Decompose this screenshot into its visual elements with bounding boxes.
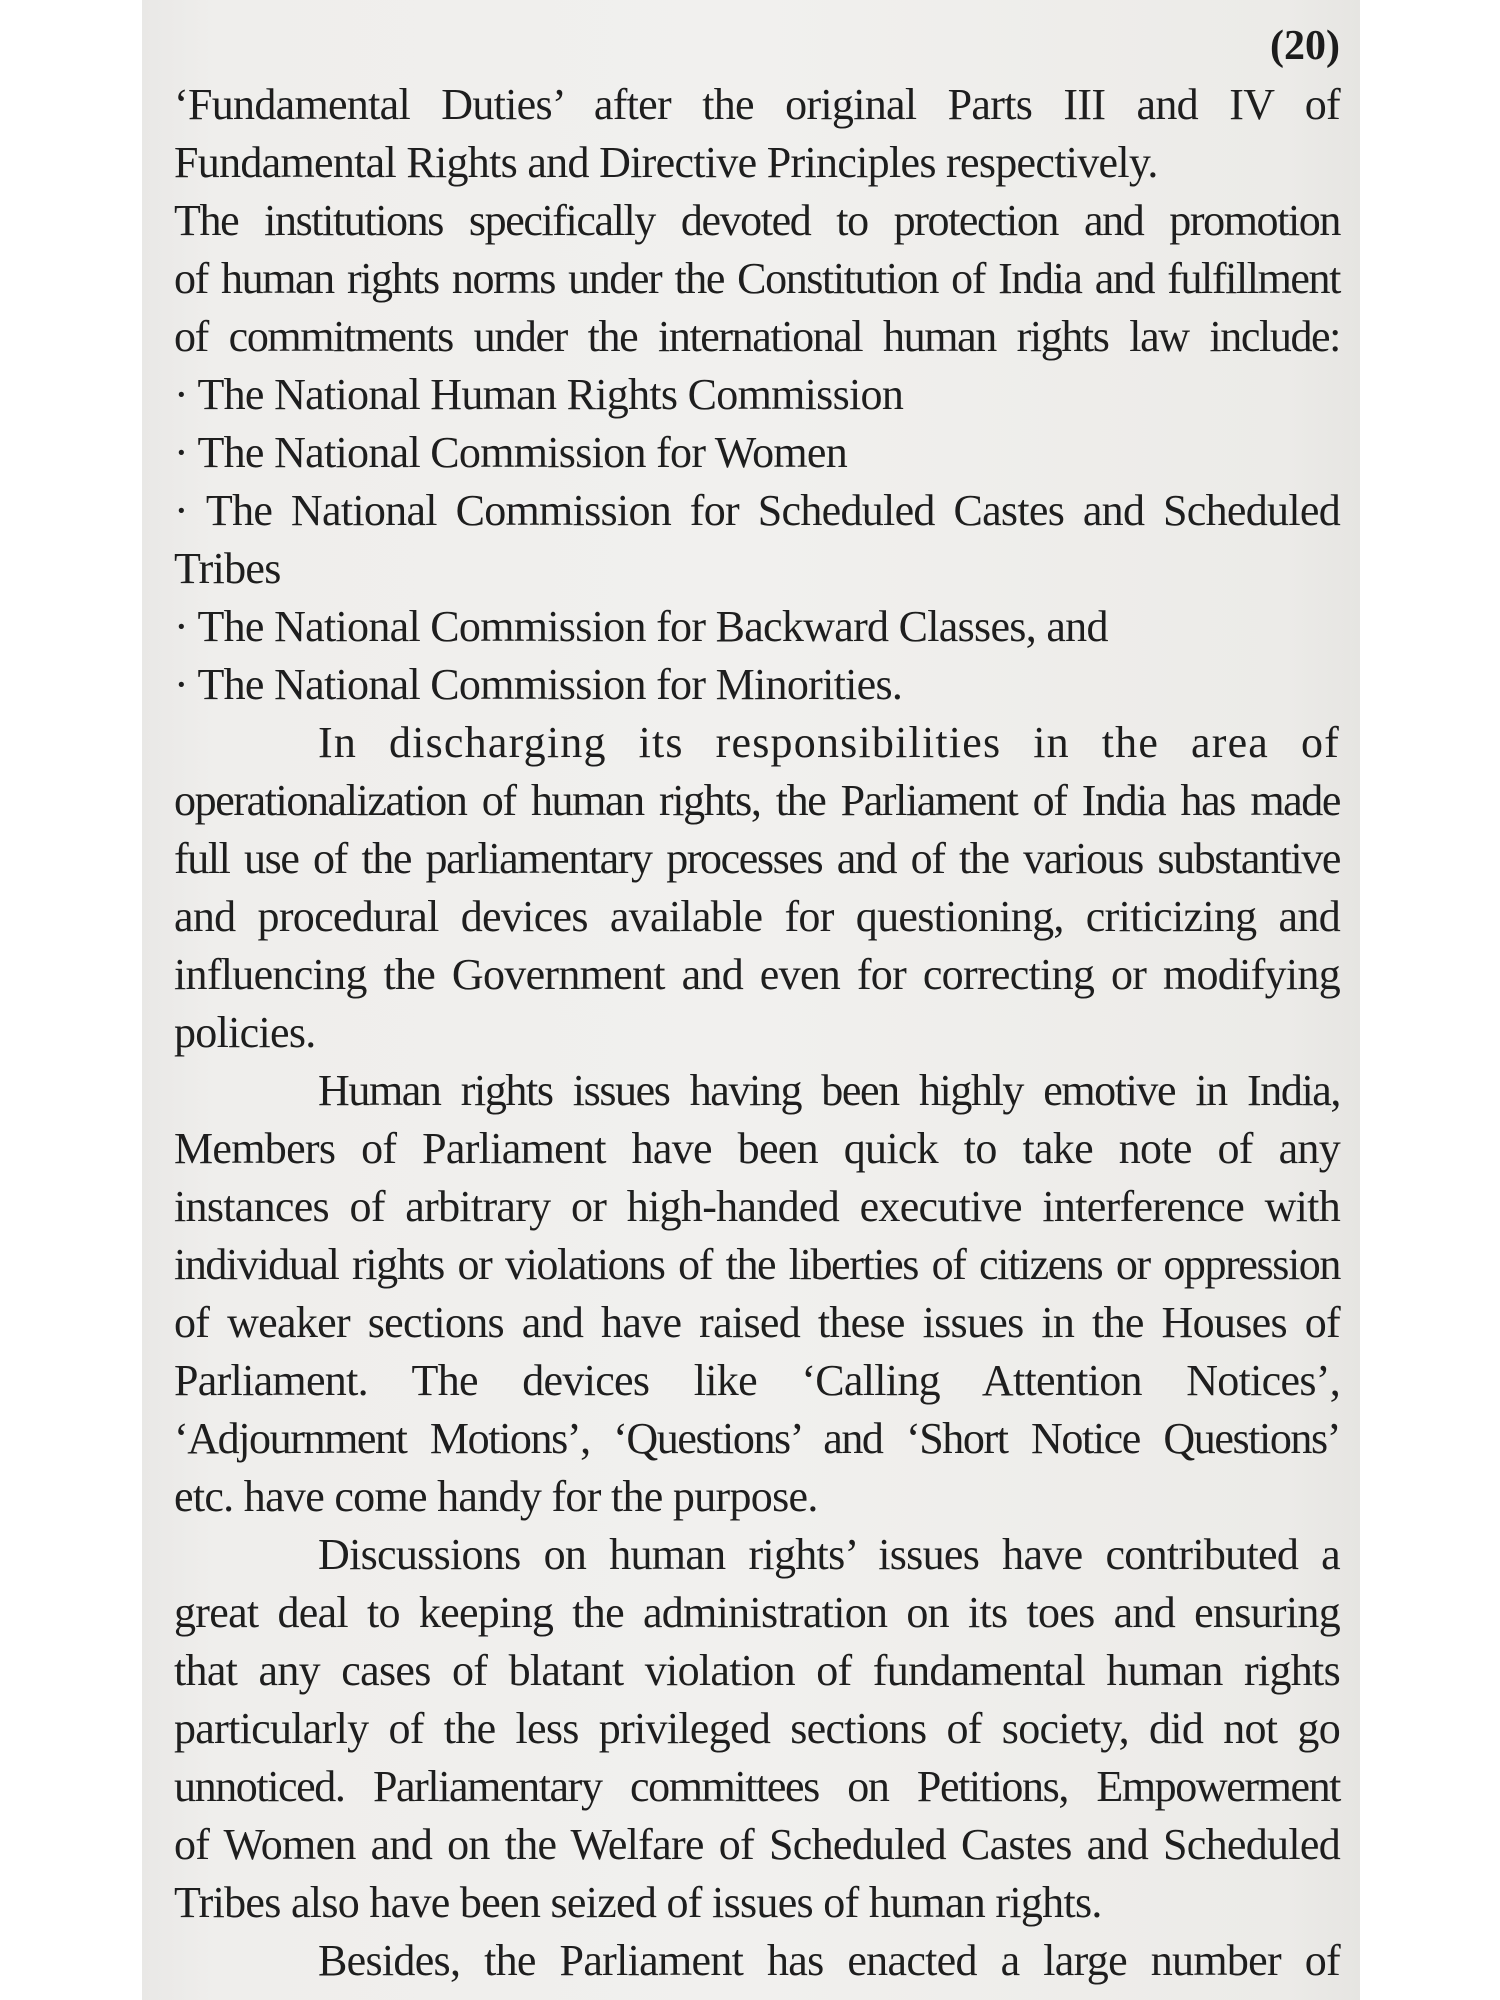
- text-line: of human rights norms under the Constitution of India and fulfillment: [174, 254, 1340, 303]
- body-text: [174, 76, 1340, 1990]
- text-line: Members of Parliament have been quick to take note of any: [174, 1124, 1340, 1173]
- text-line: ‘Fundamental Duties’ after the original Parts III and IV of: [174, 80, 1340, 129]
- list-item: · The National Commission for Minorities.: [174, 660, 903, 709]
- text-line: Fundamental Rights and Directive Principles respectively.: [174, 138, 1158, 187]
- text-line: particularly of the less privileged sections of society, did not go: [174, 1704, 1340, 1753]
- text-line: Parliament. The devices like ‘Calling Attention Notices’,: [174, 1356, 1340, 1405]
- list-item: · The National Human Rights Commission: [174, 370, 904, 419]
- list-item: · The National Commission for Women: [174, 428, 848, 477]
- text-line: instances of arbitrary or high-handed executive interference with: [174, 1182, 1340, 1231]
- text-line: great deal to keeping the administration on its toes and ensuring: [174, 1588, 1340, 1637]
- text-line: etc. have come handy for the purpose.: [174, 1472, 818, 1521]
- text-line: of commitments under the international human rights law include:: [174, 312, 1340, 361]
- list-item: · The National Commission for Scheduled Castes and Scheduled: [174, 486, 1340, 535]
- list-item: · The National Commission for Backward Classes, and: [174, 602, 1108, 651]
- text-line: policies.: [174, 1008, 316, 1057]
- text-line: operationalization of human rights, the Parliament of India has made: [174, 776, 1340, 825]
- paragraph-first-line: Besides, the Parliament has enacted a large number of: [318, 1936, 1340, 1985]
- text-line: The institutions specifically devoted to protection and promotion: [174, 196, 1340, 245]
- paragraph-first-line: Human rights issues having been highly emotive in India,: [318, 1066, 1340, 1115]
- text-line: of Women and on the Welfare of Scheduled Castes and Scheduled: [174, 1820, 1340, 1869]
- scanned-page: [142, 0, 1360, 2000]
- text-line: of weaker sections and have raised these issues in the Houses of: [174, 1298, 1340, 1347]
- text-line: unnoticed. Parliamentary committees on Petitions, Empowerment: [174, 1762, 1340, 1811]
- text-line: Tribes: [174, 544, 281, 593]
- text-line: individual rights or violations of the liberties of citizens or oppression: [174, 1240, 1340, 1289]
- text-line: Tribes also have been seized of issues of human rights.: [174, 1878, 1102, 1927]
- paragraph-first-line: Discussions on human rights’ issues have contributed a: [318, 1530, 1340, 1579]
- paragraph-first-line: In discharging its responsibilities in the area of: [318, 718, 1340, 767]
- text-line: ‘Adjournment Motions’, ‘Questions’ and ‘Short Notice Questions’: [174, 1414, 1340, 1463]
- page-number: (20): [1270, 23, 1340, 69]
- text-line: influencing the Government and even for correcting or modifying: [174, 950, 1340, 999]
- text-line: that any cases of blatant violation of fundamental human rights: [174, 1646, 1340, 1695]
- text-line: full use of the parliamentary processes and of the various substantive: [174, 834, 1340, 883]
- text-line: and procedural devices available for questioning, criticizing and: [174, 892, 1340, 941]
